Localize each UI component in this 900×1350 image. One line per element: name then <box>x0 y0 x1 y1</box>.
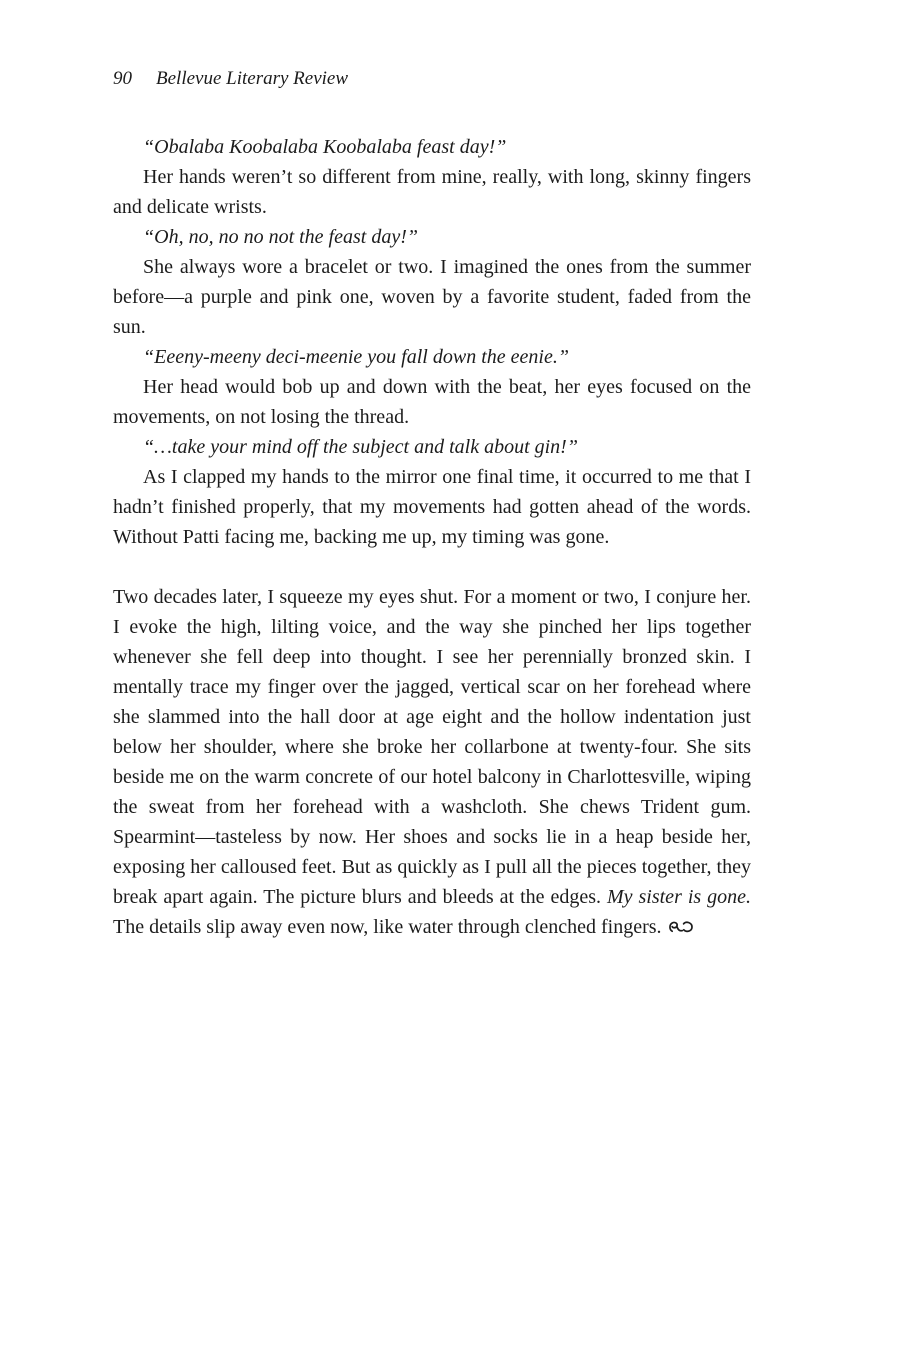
text-run: Her head would bob up and down with the beat, her eyes focused on the movements, on not losing the thread. <box>113 376 751 428</box>
text-run: Her hands weren’t so different from mine, really, with long, skinny fingers and delicate wrists. <box>113 166 751 218</box>
journal-title: Bellevue Literary Review <box>156 68 349 89</box>
prose-paragraph <box>113 582 751 944</box>
prose-paragraph <box>113 162 751 222</box>
italic-text-run: “…take your mind off the subject and talk about gin!” <box>143 436 578 458</box>
prose-paragraph <box>113 462 751 552</box>
story-text-block <box>113 132 751 944</box>
page-number: 90 <box>113 68 132 89</box>
text-run: As I clapped my hands to the mirror one final time, it occurred to me that I hadn’t finished properly, that my movements had gotten ahead of the words. Without Patti facing me, backing me up, my timing was gone. <box>113 466 751 548</box>
italic-text-run: “Eeeny-meeny deci-meenie you fall down the eenie.” <box>143 346 569 368</box>
dialogue-line <box>113 342 751 372</box>
text-run: The details slip away even now, like water through clenched fingers. <box>113 916 662 938</box>
text-run: Two decades later, I squeeze my eyes shut. For a moment or two, I conjure her. I evoke the high, lilting voice, and the way she pinched her lips together whenever she fell deep into thought. I see her perennially bronzed skin. I mentally trace my finger over the jagged, vertical scar on her forehead where she slammed into the hall door at age eight and the hollow indentation just below her shoulder, where she broke her collarbone at twenty-four. She sits beside me on the warm concrete of our hotel balcony in Charlottesville, wiping the sweat from her forehead with a washcloth. She chews Trident gum. Spearmint—tasteless by now. Her shoes and socks lie in a heap beside her, exposing her calloused feet. But as quickly as I pull all the pieces together, they break apart again. The picture blurs and bleeds at the edges. <box>113 586 751 908</box>
story-end-flourish-icon <box>667 914 694 944</box>
running-header <box>113 68 348 90</box>
italic-text-run: “Oh, no, no no not the feast day!” <box>143 226 418 248</box>
dialogue-line <box>113 222 751 252</box>
prose-paragraph <box>113 372 751 432</box>
dialogue-line <box>113 432 751 462</box>
dialogue-line <box>113 132 751 162</box>
prose-paragraph <box>113 252 751 342</box>
italic-text-run: My sister is gone. <box>607 886 751 908</box>
text-run: She always wore a bracelet or two. I imagined the ones from the summer before—a purple and pink one, woven by a favorite student, faded from the sun. <box>113 256 751 338</box>
italic-text-run: “Obalaba Koobalaba Koobalaba feast day!” <box>143 136 507 158</box>
